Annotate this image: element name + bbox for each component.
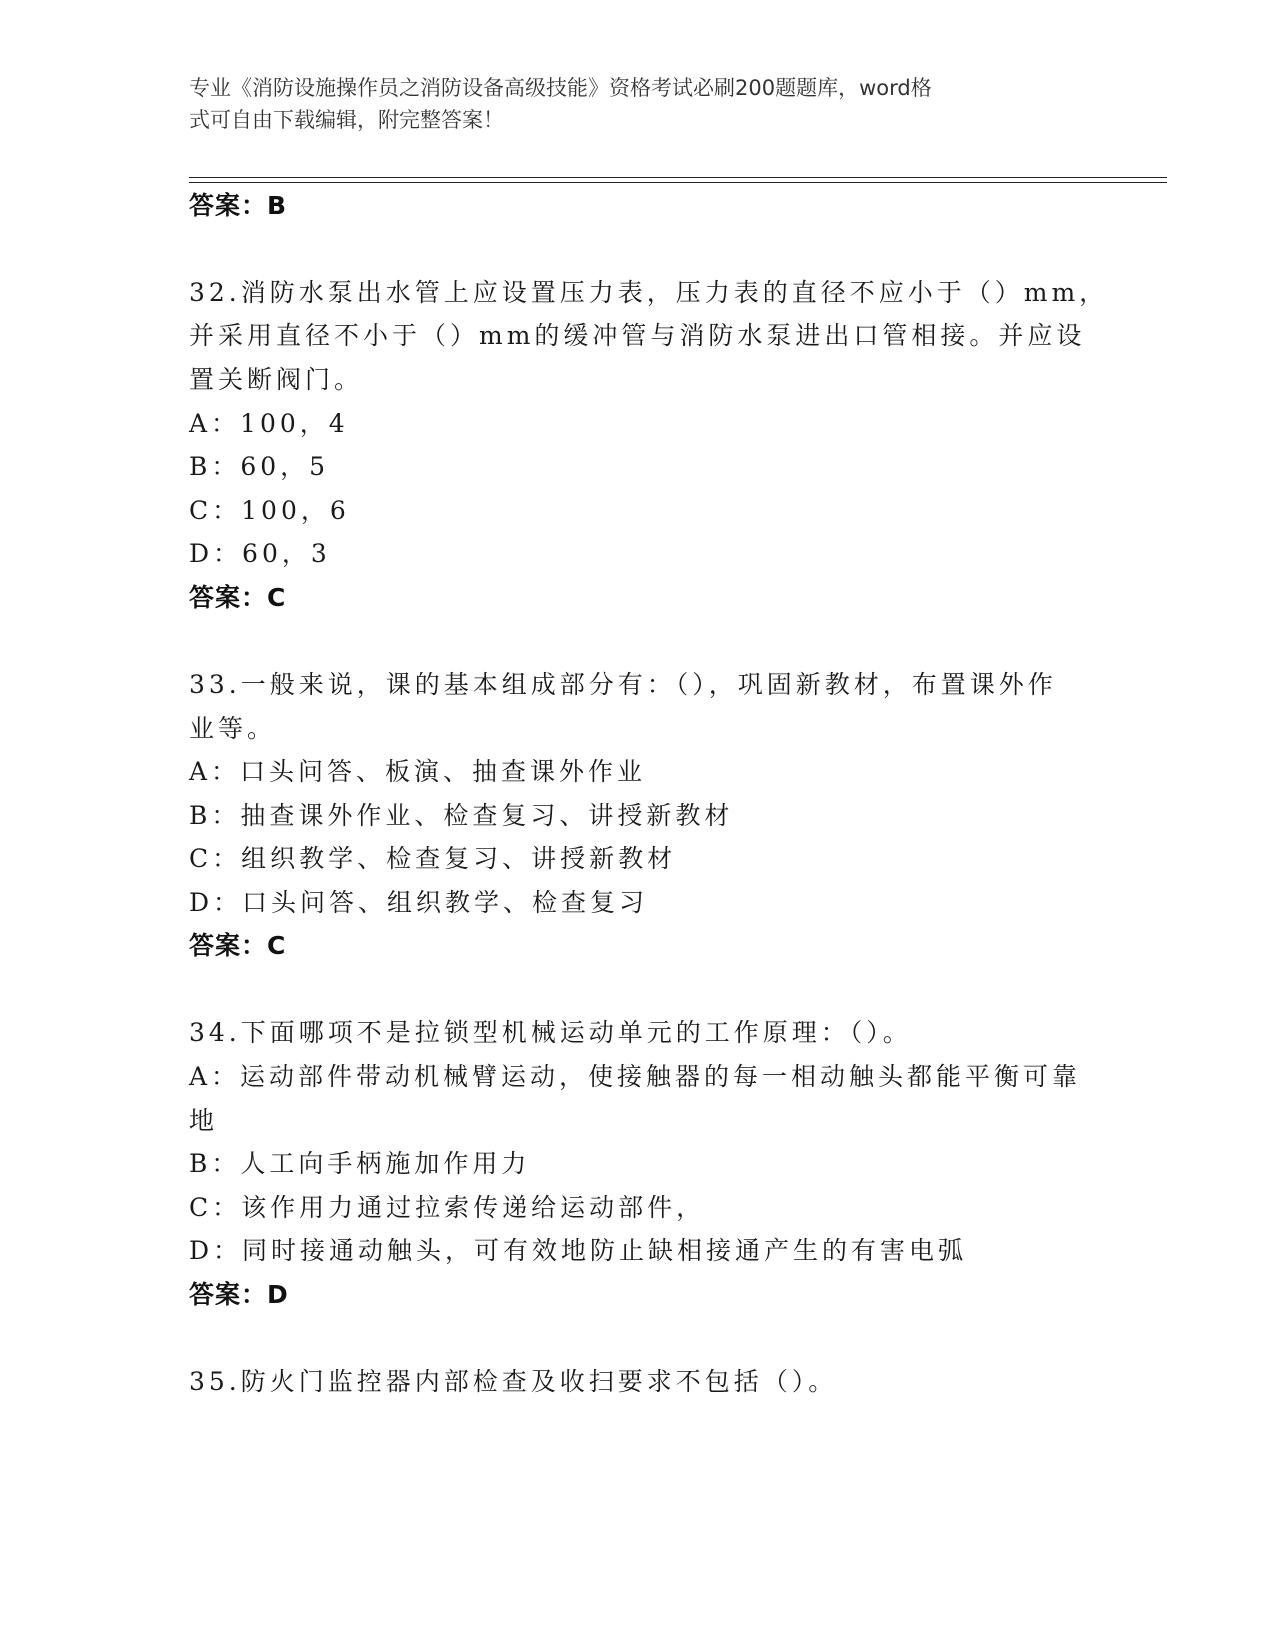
question-32-line-3: 置关断阀门。 [189, 365, 364, 394]
question-32-option-d: D：60，3 [189, 539, 331, 568]
answer-33: 答案：C [189, 931, 287, 960]
question-34-option-a: A：运动部件带动机械臂运动，使接触器的每一相动触头都能平衡可靠 [189, 1062, 1082, 1091]
question-32-line-1: 32.消防水泵出水管上应设置压力表，压力表的直径不应小于（）mm， [189, 278, 1109, 307]
question-34-line-1: 34.下面哪项不是拉锁型机械运动单元的工作原理：（）。 [189, 1018, 912, 1047]
question-33-option-d: D：口头问答、组织教学、检查复习 [189, 888, 649, 917]
question-34-option-b: B：人工向手柄施加作用力 [189, 1149, 531, 1178]
answer-31: 答案：B [189, 191, 288, 220]
question-34-option-a-cont: 地 [189, 1106, 219, 1135]
header-divider-top [189, 177, 1167, 178]
header-divider-bottom [189, 182, 1167, 183]
question-34-option-c: C：该作用力通过拉索传递给运动部件， [189, 1193, 706, 1222]
answer-34: 答案：D [189, 1280, 289, 1309]
question-33-line-2: 业等。 [189, 714, 277, 743]
header-line-2: 式可自由下载编辑，附完整答案！ [189, 108, 504, 132]
question-32-option-a: A：100，4 [189, 409, 349, 438]
question-34-option-d: D：同时接通动触头，可有效地防止缺相接通产生的有害电弧 [189, 1236, 968, 1265]
question-35-line-1: 35.防火门监控器内部检查及收扫要求不包括（）。 [189, 1367, 838, 1396]
document-header [189, 72, 1089, 136]
question-33-line-1: 33.一般来说，课的基本组成部分有：（），巩固新教材，布置课外作 [189, 670, 1057, 699]
question-32-option-c: C：100，6 [189, 496, 350, 525]
answer-32: 答案：C [189, 583, 287, 612]
question-33-option-a: A：口头问答、板演、抽查课外作业 [189, 757, 647, 786]
question-33-option-c: C：组织教学、检查复习、讲授新教材 [189, 844, 677, 873]
question-32-line-2: 并采用直径不小于（）mm的缓冲管与消防水泵进出口管相接。并应设 [189, 321, 1086, 350]
header-line-1: 专业《消防设施操作员之消防设备高级技能》资格考试必刷200题题库，word格 [189, 76, 932, 100]
question-32-option-b: B：60，5 [189, 452, 330, 481]
question-33-option-b: B：抽查课外作业、检查复习、讲授新教材 [189, 801, 734, 830]
